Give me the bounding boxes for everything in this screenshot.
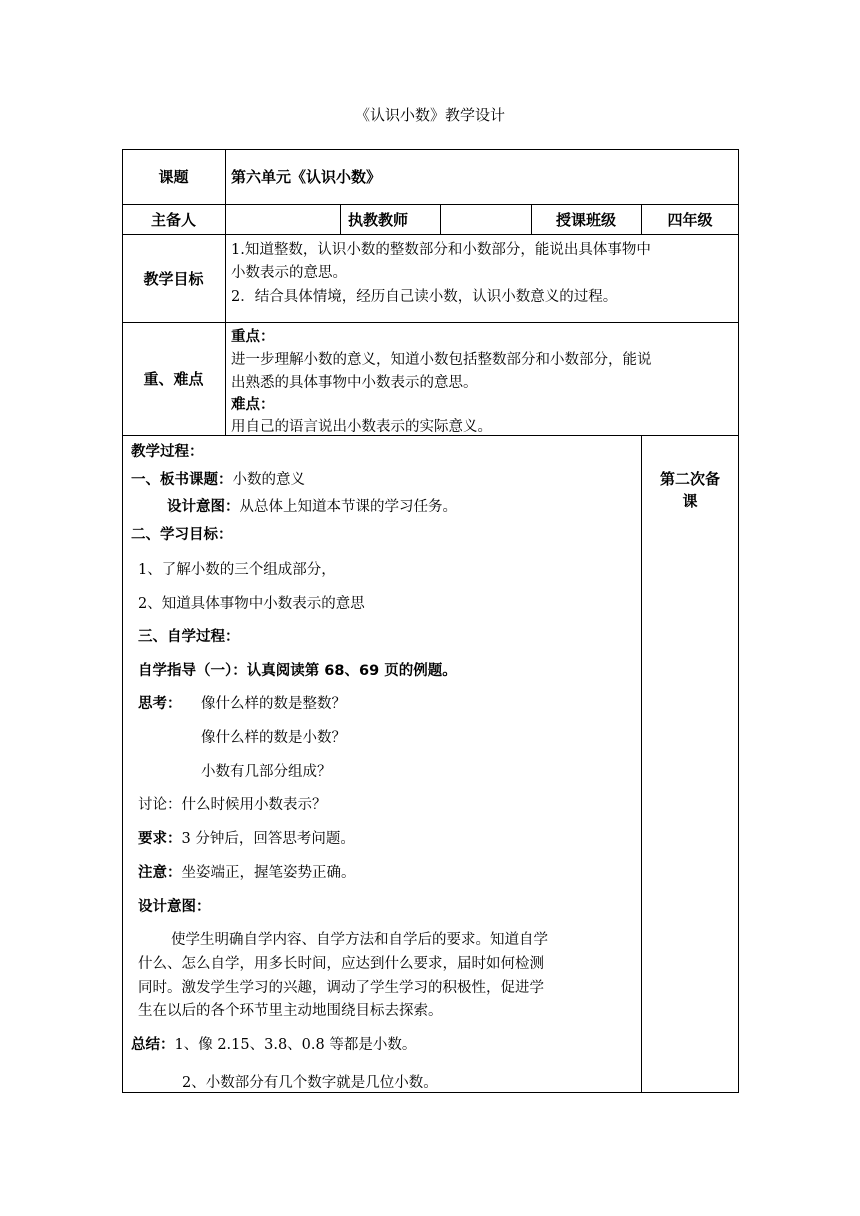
design-intent-line: 生在以后的各个环节里主动地围绕目标去探索。 [138, 1003, 443, 1019]
col-divider [225, 149, 226, 435]
think-item: 像什么样的数是小数？ [201, 730, 346, 746]
second-preparation-label [641, 468, 739, 512]
summary-item: 2、小数部分有几个数字就是几位小数。 [182, 1075, 438, 1091]
class-label: 授课班级 [555, 211, 616, 229]
topic-value: 第六单元《认识小数》 [231, 168, 382, 186]
topic-label: 课题 [158, 168, 189, 186]
row-divider [122, 204, 739, 205]
document-title: 《认识小数》教学设计 [354, 106, 505, 124]
think-item: 像什么样的数是整数？ [201, 696, 346, 712]
think-label: 思考： [138, 696, 182, 712]
key-points-label: 重、难点 [143, 370, 204, 388]
summary-item: 1、像 2.15、3.8、0.8 等都是小数。 [174, 1037, 417, 1053]
discussion: 讨论：什么时候用小数表示？ [138, 797, 327, 813]
design-intent-line: 使学生明确自学内容、自学方法和自学后的要求。知道自学 [171, 932, 548, 948]
focus-line: 进一步理解小数的意义，知道小数包括整数部分和小数部分，能说 [231, 352, 652, 368]
difficulty-label: 难点： [231, 397, 275, 413]
goal-line: 2．结合具体情境，经历自己读小数，认识小数意义的过程。 [231, 289, 618, 305]
process-heading: 教学过程： [131, 444, 204, 460]
preparer-label: 主备人 [150, 211, 196, 229]
self-study-guide: 自学指导（一）：认真阅读第 68、69 页的例题。 [138, 663, 457, 679]
section-1-intent [167, 495, 457, 516]
summary-label: 总结： [131, 1037, 175, 1053]
teacher-label: 执教教师 [348, 211, 409, 229]
section-3-label: 三、自学过程： [138, 629, 240, 645]
col-divider [641, 435, 642, 1093]
think-item: 小数有几部分组成？ [201, 764, 332, 780]
requirement-text: 3 分钟后，回答思考问题。 [181, 831, 355, 847]
section-1-intent-text: 从总体上知道本节课的学习任务。 [239, 499, 457, 515]
note [138, 861, 356, 882]
section-2-label: 二、学习目标： [131, 527, 233, 543]
section-1-label: 一、板书课题： [131, 472, 233, 488]
section-1-text: 小数的意义 [232, 472, 305, 488]
note-text: 坐姿端正，握笔姿势正确。 [181, 865, 356, 881]
note-label: 注意： [138, 865, 182, 881]
difficulty-line: 用自己的语言说出小数表示的实际意义。 [231, 419, 492, 435]
row-divider [122, 322, 739, 323]
goal-line: 1.知道整数，认识小数的整数部分和小数部分，能说出具体事物中 [231, 242, 651, 258]
class-value: 四年级 [667, 211, 713, 229]
summary [131, 1033, 416, 1054]
section-1-intent-label: 设计意图： [167, 499, 240, 515]
design-intent-label: 设计意图： [138, 899, 211, 915]
focus-line: 出熟悉的具体事物中小数表示的意思。 [231, 375, 478, 391]
design-intent-line: 同时。激发学生学习的兴趣，调动了学生学习的积极性，促进学 [138, 980, 544, 996]
second-preparation-line: 课 [682, 492, 698, 510]
requirement-label: 要求： [138, 831, 182, 847]
learning-goal-item: 2、知道具体事物中小数表示的意思 [138, 596, 365, 612]
goal-line: 小数表示的意思。 [231, 265, 347, 281]
section-1 [131, 468, 305, 489]
goals-label: 教学目标 [143, 270, 204, 288]
second-preparation-line: 第二次备 [659, 470, 720, 488]
learning-goal-item: 1、了解小数的三个组成部分， [138, 562, 336, 578]
design-intent-line: 什么、怎么自学，用多长时间，应达到什么要求，届时如何检测 [138, 956, 544, 972]
row-divider [122, 234, 739, 235]
requirement [138, 827, 355, 848]
focus-label: 重点： [231, 329, 275, 345]
